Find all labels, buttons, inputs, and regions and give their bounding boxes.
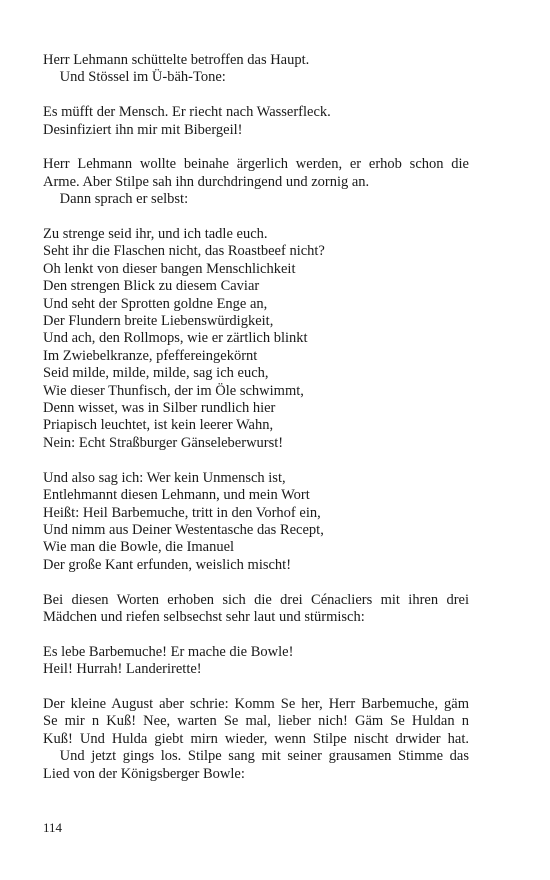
text-line: Der Flundern breite Liebenswürdigkeit,	[43, 313, 274, 330]
text-block	[43, 104, 469, 139]
text-block	[43, 470, 469, 574]
text-line: Und also sag ich: Wer kein Unmensch ist,	[43, 469, 286, 486]
text-line: Und ach, den Rollmops, wie er zärtlich blinkt	[43, 330, 308, 347]
text-block	[43, 592, 469, 627]
text-line: Heißt: Heil Barbemuche, tritt in den Vorhof ein,	[43, 504, 321, 521]
text-line: Der kleine August aber schrie: Komm Se her, Herr Barbemuche, gäm	[43, 695, 469, 712]
text-line: Kuß! Und Hulda giebt mirn wieder, wenn Stilpe nischt drwider hat.	[43, 730, 469, 747]
text-line: Und seht der Sprotten goldne Enge an,	[43, 295, 268, 312]
text-line: Herr Lehmann wollte beinahe ärgerlich werden, er erhob schon die	[43, 156, 469, 173]
text-block	[43, 644, 469, 679]
text-line: Oh lenkt von dieser bangen Menschlichkeit	[43, 260, 296, 277]
text-line: Bei diesen Worten erhoben sich die drei Cénacliers mit ihren drei	[43, 591, 469, 608]
text-line: Es müfft der Mensch. Er riecht nach Wasserfleck.	[43, 104, 331, 121]
page-number: 114	[43, 820, 63, 835]
text-line: Seid milde, milde, milde, sag ich euch,	[43, 365, 269, 382]
text-line: Wie man die Bowle, die Imanuel	[43, 539, 235, 556]
text-line: Mädchen und riefen selbsechst sehr laut und stürmisch:	[43, 608, 365, 625]
text-line: Herr Lehmann schüttelte betroffen das Haupt.	[43, 52, 310, 68]
text-line: Dann sprach er selbst:	[59, 191, 189, 208]
text-line: Lied von der Königsberger Bowle:	[43, 765, 245, 782]
text-line: Arme. Aber Stilpe sah ihn durchdringend und zornig an.	[43, 173, 370, 190]
text-line: Den strengen Blick zu diesem Caviar	[43, 278, 260, 295]
text-line: Und Stössel im Ü-bäh-Tone:	[59, 69, 226, 86]
text-line: Wie dieser Thunfisch, der im Öle schwimmt,	[43, 382, 304, 399]
text-line: Se mir n Kuß! Nee, warten Se mal, lieber nich! Gäm Se Huldan n	[43, 713, 469, 730]
text-line: Und jetzt gings los. Stilpe sang mit seiner grausamen Stimme das	[59, 748, 469, 765]
text-block	[43, 226, 469, 452]
text-line: Der große Kant erfunden, weislich mischt!	[43, 556, 292, 573]
text-line: Nein: Echt Straßburger Gänseleberwurst!	[43, 434, 284, 451]
text-line: Seht ihr die Flaschen nicht, das Roastbeef nicht?	[43, 243, 325, 260]
text-line: Zu strenge seid ihr, und ich tadle euch.	[43, 226, 268, 243]
text-line: Und nimm aus Deiner Westentasche das Recept,	[43, 521, 324, 538]
text-line: Denn wisset, was in Silber rundlich hier	[43, 400, 276, 417]
text-line: Desinfiziert ihn mir mit Bibergeil!	[43, 121, 243, 138]
text-block	[43, 696, 469, 783]
text-line: Es lebe Barbemuche! Er mache die Bowle!	[43, 643, 294, 660]
text-line: Priapisch leuchtet, ist kein leerer Wahn,	[43, 417, 274, 434]
text-line: Heil! Hurrah! Landerirette!	[43, 661, 202, 678]
text-block	[43, 52, 469, 87]
text-line: Entlehmannt diesen Lehmann, und mein Wort	[43, 487, 310, 504]
text-block	[43, 156, 469, 208]
page-body	[43, 52, 469, 800]
text-line: Im Zwiebelkranze, pfeffereingekörnt	[43, 347, 258, 364]
